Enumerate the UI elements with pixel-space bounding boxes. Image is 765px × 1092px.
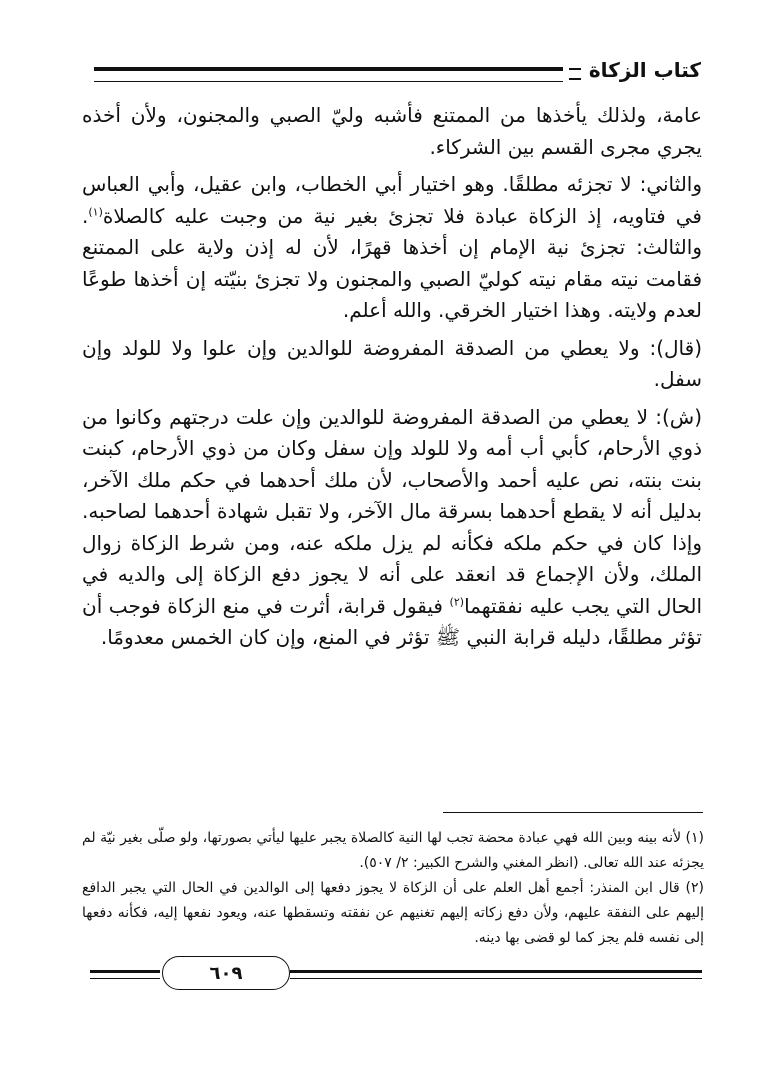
footer-rule-left <box>90 970 160 979</box>
paragraph-3-text: (قال): ولا يعطي من الصدقة المفروضة للوالدين وإن علوا ولا للولد وإن سفل. <box>82 335 702 391</box>
paragraph-2-text-b: . والثالث: تجزئ نية الإمام إن أخذها قهرًا، لأن له إذن ولاية على الممتنع فقامت نيته مقام نيته كوليّ الصبي والمجنون ولا تجزئ بنيّته إن أخذها طوعًا لعدم ولايته. وهذا اختيار الخرقي. والله أعلم. <box>82 203 702 322</box>
chapter-title: كتاب الزكاة <box>588 58 701 82</box>
page-number: ٦٠٩ <box>209 962 243 984</box>
footnote-2: (٢) قال ابن المنذر: أجمع أهل العلم على أن الزكاة لا يجوز دفعها إلى الوالدين في الحال التي يجبر الدافع إليهم على النفقة عليهم، ولأن دفع زكاته إليهم تغنيهم عن نفقته وتسقطها عنه، ويعود نفعها إليه، فكأنه دفعها إلى نفسه فلم يجز كما لو قضى بها دينه. <box>82 880 704 946</box>
paragraph-2 <box>82 169 702 327</box>
footnote-ref-1: (١) <box>88 204 103 218</box>
paragraph-1-text: عامة، ولذلك يأخذها من الممتنع فأشبه وليّ الصبي والمجنون، ولأن أخذه يجري مجرى القسم بين الشركاء. <box>82 103 702 159</box>
footer-rule-right <box>290 970 702 979</box>
paragraph-4-text-b: فيقول قرابة، أثرت في منع الزكاة فوجب أن تؤثر مطلقًا، دليله قرابة النبي ﷺ تؤثر في المنع، وإن كان الخمس معدومًا. <box>82 593 702 649</box>
footnotes <box>82 826 704 951</box>
footnote-ref-2: (٢) <box>449 594 465 608</box>
header-rule <box>94 67 563 82</box>
page-number-badge <box>162 956 290 990</box>
header-dash-ornament <box>569 68 581 80</box>
running-header <box>94 58 701 84</box>
footnote-separator <box>443 812 703 813</box>
footnote-1: (١) لأنه بينه وبين الله فهي عبادة محضة تجب لها النية كالصلاة يجبر عليها ليأتي بصورتها، ولو صلّى بغير نيّة لم يجزئه عند الله تعالى. (انظر المغني والشرح الكبير: ٢/ ٥٠٧). <box>82 830 704 871</box>
paragraph-3 <box>82 333 702 396</box>
main-text <box>82 100 702 654</box>
paragraph-4-text-a: (ش): لا يعطي من الصدقة المفروضة للوالدين وإن علت درجتهم وكانوا من ذوي الأرحام، كأبي أب أمه ولا للولد وإن سفل وكان من ذوي الأرحام، كبنت بنت بنته، نص عليه أحمد والأصحاب، لأن ملك أحدهما في حكم ملك الآخر، بدليل أنه لا يقطع أحدهما بسرقة مال الآخر، ولا تقبل شهادة أحدهما لصاحبه. وإذا كان في حكم ملكه فكأنه لم يزل ملكه عنه، ومن شرط الزكاة زوال الملك، ولأن الإجماع قد انعقد على أنه لا يجوز دفع الزكاة إلى والديه في الحال التي يجب عليه نفقتهما <box>82 404 703 618</box>
page-footer <box>90 950 702 994</box>
paragraph-1 <box>82 100 702 163</box>
paragraph-2-text-a: والثاني: لا تجزئه مطلقًا. وهو اختيار أبي الخطاب، وابن عقيل، وأبي العباس في فتاويه، إذ الزكاة عبادة فلا تجزئ بغير نية من وجبت عليه كالصلاة <box>82 172 702 228</box>
paragraph-4 <box>82 402 702 654</box>
